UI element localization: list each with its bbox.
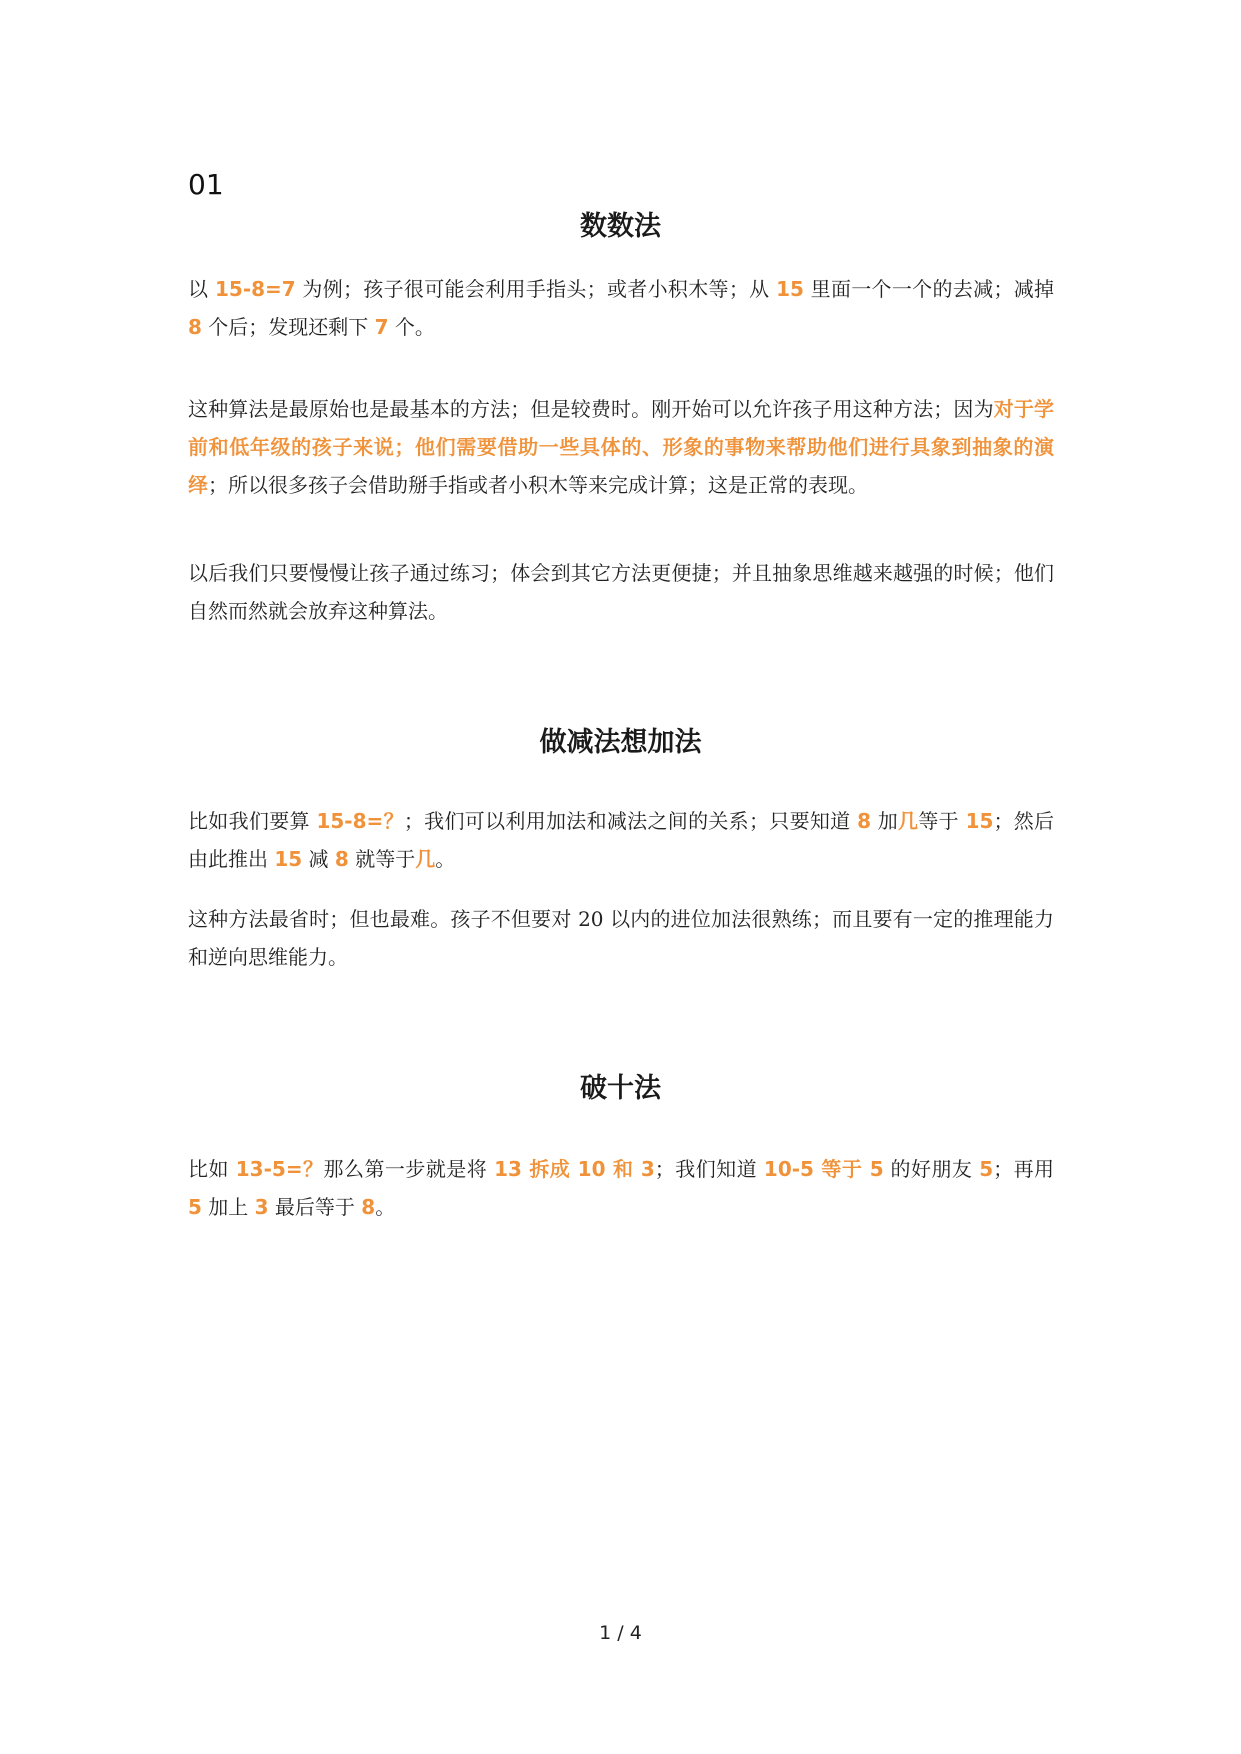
text-segment: ；然后由此推出 <box>188 809 1055 871</box>
highlighted-text: 15-8=？ <box>316 809 404 833</box>
text-segment: 比如 <box>188 1157 236 1181</box>
highlighted-text: 13-5=？ <box>235 1157 324 1181</box>
section-title-add-to-subtract: 做减法想加法 <box>539 727 702 758</box>
text-segment: 等于 <box>918 809 966 833</box>
text-segment: 个后；发现还剩下 <box>201 315 375 339</box>
paragraph <box>188 390 1054 504</box>
text-segment: 比如我们要算 <box>188 809 317 833</box>
text-segment: ；所以很多孩子会借助掰手指或者小积木等来完成计算；这是正常的表现。 <box>208 473 868 497</box>
text-segment: 里面一个一个的去减；减掉 <box>803 277 1055 301</box>
highlighted-text: 8 <box>361 1195 376 1219</box>
text-segment: 为例；孩子很可能会利用手指头；或者小积木等；从 <box>295 277 777 301</box>
highlighted-text: 15 <box>274 847 303 871</box>
highlighted-text: 几 <box>415 847 436 871</box>
text-segment: 最后等于 <box>268 1195 362 1219</box>
page-indicator: 1 / 4 <box>599 1622 642 1644</box>
text-segment: 这种方法最省时；但也最难。孩子不但要对 20 以内的进位加法很熟练；而且要有一定的推理能力和逆向思维能力。 <box>188 907 1054 969</box>
highlighted-text: 13 拆成 10 和 3 <box>494 1157 655 1181</box>
text-segment: ；我们知道 <box>654 1157 764 1181</box>
highlighted-text: 8 <box>188 315 202 339</box>
highlighted-text: 7 <box>374 315 389 339</box>
highlighted-text: 8 <box>334 847 349 871</box>
text-segment: 。 <box>435 847 456 871</box>
paragraph <box>188 1150 1054 1226</box>
text-segment: 加上 <box>201 1195 255 1219</box>
highlighted-text: 几 <box>898 809 919 833</box>
highlighted-text: 5 <box>979 1157 994 1181</box>
highlighted-text: 15-8=7 <box>214 277 296 301</box>
paragraph <box>188 900 1054 976</box>
highlighted-text: 15 <box>965 809 994 833</box>
highlighted-text: 15 <box>776 277 804 301</box>
text-segment: ；再用 <box>993 1157 1055 1181</box>
text-segment: 加 <box>871 809 899 833</box>
section-number: 01 <box>188 168 224 201</box>
text-segment: 。 <box>375 1195 396 1219</box>
text-segment: 那么第一步就是将 <box>323 1157 495 1181</box>
text-segment: 减 <box>302 847 335 871</box>
text-segment: 以后我们只要慢慢让孩子通过练习；体会到其它方法更便捷；并且抽象思维越来越强的时候；他们自然而然就会放弃这种算法。 <box>188 561 1054 623</box>
highlighted-text: 3 <box>254 1195 269 1219</box>
highlighted-text: 对于学前和低年级的孩子来说；他们需要借助一些具体的、形象的事物来帮助他们进行具象到抽象的演绎 <box>188 397 1055 497</box>
text-segment: 就等于 <box>348 847 416 871</box>
highlighted-text: 8 <box>857 809 872 833</box>
paragraph <box>188 270 1054 346</box>
section-title-counting: 数数法 <box>580 211 661 242</box>
text-segment: 这种算法是最原始也是最基本的方法；但是较费时。刚开始可以允许孩子用这种方法；因为 <box>188 397 994 421</box>
section-title-break-ten: 破十法 <box>580 1073 661 1104</box>
text-segment: 的好朋友 <box>883 1157 980 1181</box>
text-segment: ；我们可以利用加法和减法之间的关系；只要知道 <box>403 809 858 833</box>
paragraph <box>188 802 1054 878</box>
paragraph <box>188 554 1054 630</box>
highlighted-text: 5 <box>188 1195 202 1219</box>
highlighted-text: 10-5 等于 5 <box>763 1157 884 1181</box>
text-segment: 以 <box>188 277 215 301</box>
text-segment: 个。 <box>388 315 435 339</box>
